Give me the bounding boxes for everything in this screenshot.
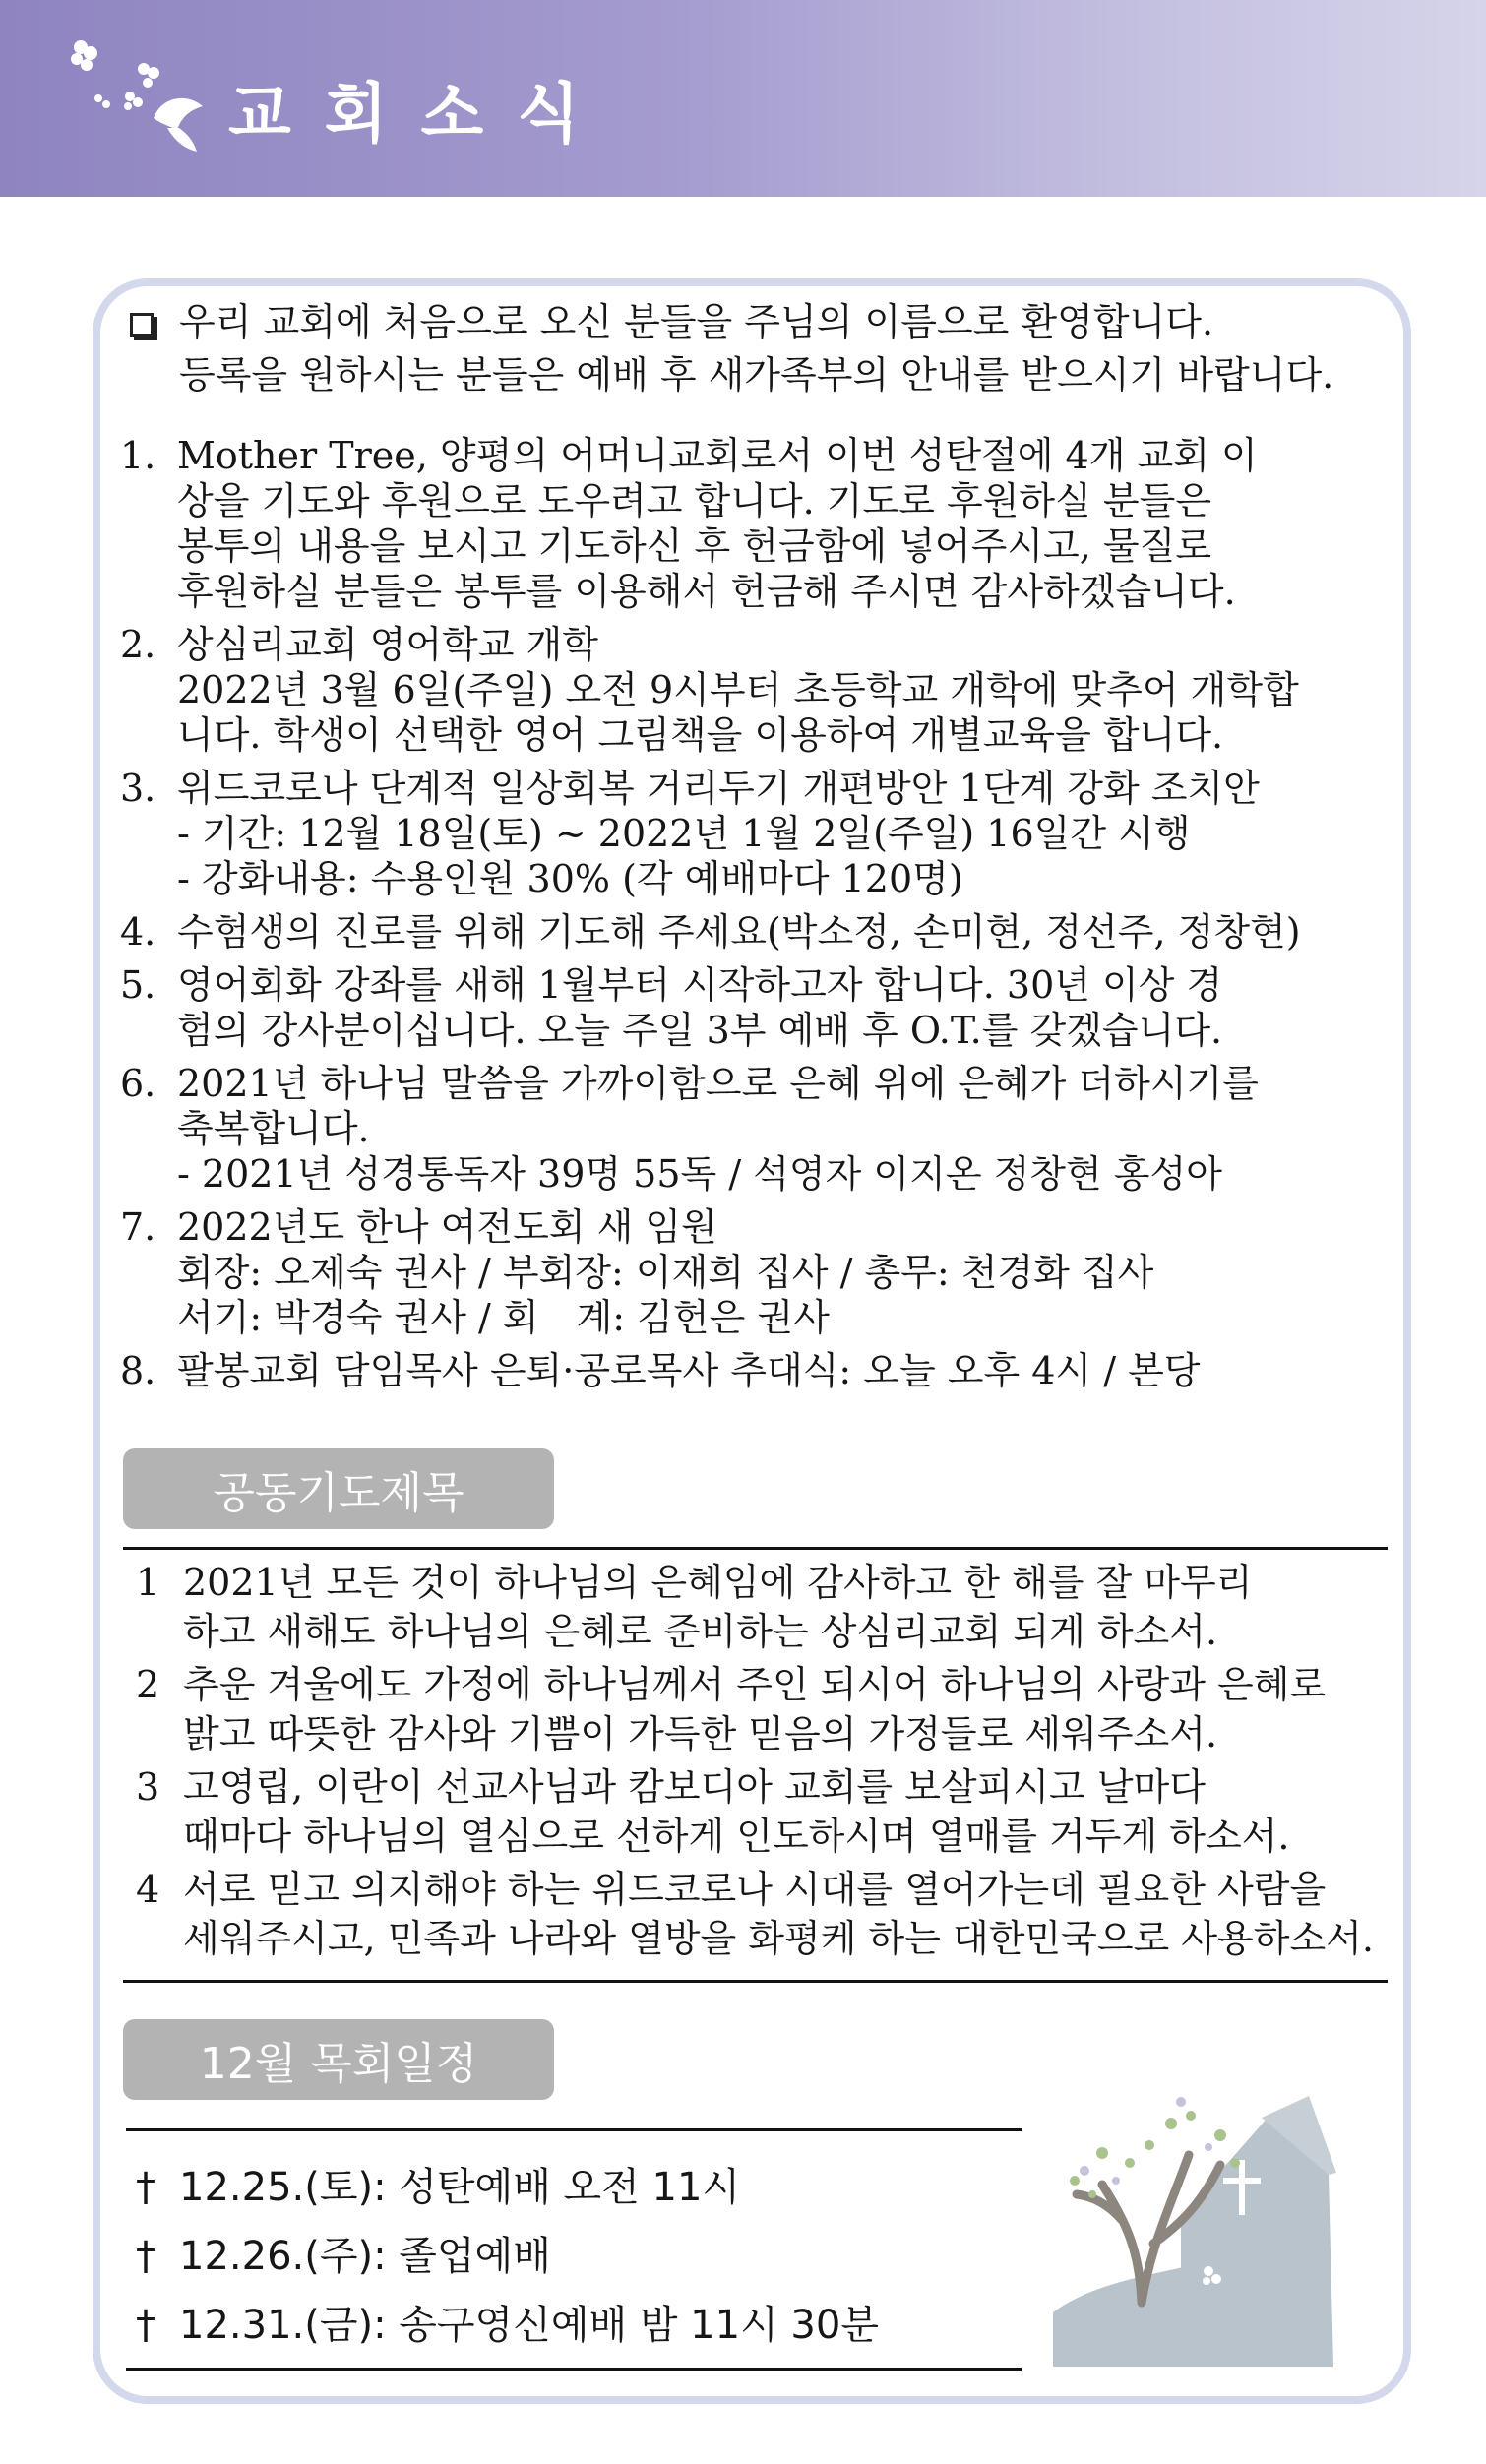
notice-line: 봉투의 내용을 보시고 기도하신 후 헌금함에 넣어주시고, 물질로 xyxy=(177,524,1212,568)
butterfly-flower-icon xyxy=(59,28,226,155)
prayer-line: 추운 겨울에도 가정에 하나님께서 주인 되시어 하나님의 사랑과 은혜로 xyxy=(183,1663,1327,1706)
notice-item xyxy=(120,1061,1399,1197)
notice-number: 3. xyxy=(120,767,156,810)
schedule-list xyxy=(136,2153,879,2360)
church-illustration xyxy=(1033,1988,1407,2401)
prayer-number: 4 xyxy=(136,1868,160,1911)
notice-line: 위드코로나 단계적 일상회복 거리두기 개편방안 1단계 강화 조치안 xyxy=(177,767,1260,810)
notice-line: - 기간: 12월 18일(토) ~ 2022년 1월 2일(주일) 16일간 시행 xyxy=(177,812,1191,855)
welcome-line: 등록을 원하시는 분들은 예배 후 새가족부의 안내를 받으시기 바랍니다. xyxy=(179,353,1334,397)
notice-list xyxy=(120,433,1399,1401)
prayer-number: 3 xyxy=(136,1765,160,1809)
schedule-item xyxy=(136,2222,879,2291)
notice-line: 니다. 학생이 선택한 영어 그림책을 이용하여 개별교육을 합니다. xyxy=(177,713,1224,757)
cross-icon: † xyxy=(136,2165,155,2210)
notice-line: 후원하실 분들은 봉투를 이용해서 헌금해 주시면 감사하겠습니다. xyxy=(177,570,1236,613)
prayer-line: 고영립, 이란이 선교사님과 캄보디아 교회를 보살피시고 날마다 xyxy=(183,1765,1206,1809)
welcome-message xyxy=(120,295,1419,401)
notice-number: 4. xyxy=(120,910,156,954)
checkbox-bullet-icon xyxy=(130,313,154,337)
divider xyxy=(126,2368,1022,2371)
notice-item xyxy=(120,433,1399,614)
prayer-line: 서로 믿고 의지해야 하는 위드코로나 시대를 열어가는데 필요한 사람을 xyxy=(183,1868,1327,1911)
notice-line: - 2021년 성경통독자 39명 55독 / 석영자 이지온 정창현 홍성아 xyxy=(177,1152,1222,1196)
notice-number: 5. xyxy=(120,963,156,1007)
notice-number: 8. xyxy=(120,1349,156,1392)
prayer-line: 하고 새해도 하나님의 은혜로 준비하는 상심리교회 되게 하소서. xyxy=(183,1610,1218,1653)
schedule-item xyxy=(136,2291,879,2360)
prayer-item xyxy=(136,1558,1391,1656)
schedule-text: 12.25.(토): 성탄예배 오전 11시 xyxy=(179,2165,741,2210)
notice-line: 상심리교회 영어학교 개학 xyxy=(177,623,598,666)
notice-line: - 강화내용: 수용인원 30% (각 예배마다 120명) xyxy=(177,857,963,900)
notice-line: 축복합니다. xyxy=(177,1107,370,1150)
divider xyxy=(123,1980,1388,1983)
prayer-line: 세워주시고, 민족과 나라와 열방을 화평케 하는 대한민국으로 사용하소서. xyxy=(183,1917,1374,1960)
notice-line: Mother Tree, 양평의 어머니교회로서 이번 성탄절에 4개 교회 이 xyxy=(177,434,1258,477)
notice-line: 팔봉교회 담임목사 은퇴·공로목사 추대식: 오늘 오후 4시 / 본당 xyxy=(177,1349,1201,1392)
notice-line: 영어회화 강좌를 새해 1월부터 시작하고자 합니다. 30년 이상 경 xyxy=(177,963,1223,1007)
prayer-line: 때마다 하나님의 열심으로 선하게 인도하시며 열매를 거두게 하소서. xyxy=(183,1815,1290,1858)
prayer-item xyxy=(136,1865,1391,1963)
divider xyxy=(123,1547,1388,1550)
prayer-line: 2021년 모든 것이 하나님의 은혜임에 감사하고 한 해를 잘 마무리 xyxy=(183,1561,1253,1604)
page-title: 교회소식 xyxy=(228,76,614,152)
divider xyxy=(126,2128,1022,2131)
prayer-item xyxy=(136,1660,1391,1758)
notice-line: 2021년 하나님 말씀을 가까이함으로 은혜 위에 은혜가 더하시기를 xyxy=(177,1062,1259,1105)
notice-number: 2. xyxy=(120,623,156,666)
notice-line: 상을 기도와 후원으로 도우려고 합니다. 기도로 후원하실 분들은 xyxy=(177,479,1212,523)
notice-item xyxy=(120,622,1399,758)
notice-item xyxy=(120,1204,1399,1340)
notice-item xyxy=(120,1348,1399,1393)
schedule-item xyxy=(136,2153,879,2222)
notice-number: 7. xyxy=(120,1205,156,1249)
prayer-list xyxy=(136,1558,1391,1967)
prayer-item xyxy=(136,1762,1391,1861)
cross-icon: † xyxy=(136,2303,155,2348)
notice-number: 6. xyxy=(120,1062,156,1105)
schedule-text: 12.26.(주): 졸업예배 xyxy=(179,2234,551,2279)
prayer-number: 2 xyxy=(136,1663,160,1706)
notice-line: 2022년 3월 6일(주일) 오전 9시부터 초등학교 개학에 맞추어 개학합 xyxy=(177,668,1299,711)
prayer-number: 1 xyxy=(136,1561,160,1604)
notice-line: 험의 강사분이십니다. 오늘 주일 3부 예배 후 O.T.를 갖겠습니다. xyxy=(177,1009,1223,1052)
notice-item xyxy=(120,962,1399,1053)
prayer-heading: 공동기도제목 xyxy=(123,1448,554,1529)
notice-number: 1. xyxy=(120,434,156,477)
header-banner xyxy=(0,0,1486,197)
prayer-line: 밝고 따뜻한 감사와 기쁨이 가득한 믿음의 가정들로 세워주소서. xyxy=(183,1712,1218,1756)
welcome-line: 우리 교회에 처음으로 오신 분들을 주님의 이름으로 환영합니다. xyxy=(179,300,1214,343)
notice-line: 수험생의 진로를 위해 기도해 주세요(박소정, 손미현, 정선주, 정창현) xyxy=(177,910,1301,954)
schedule-text: 12.31.(금): 송구영신예배 밤 11시 30분 xyxy=(179,2303,879,2348)
cross-icon: † xyxy=(136,2234,155,2279)
notice-item xyxy=(120,909,1399,955)
notice-line: 2022년도 한나 여전도회 새 임원 xyxy=(177,1205,717,1249)
notice-line: 회장: 오제숙 권사 / 부회장: 이재희 집사 / 총무: 천경화 집사 xyxy=(177,1251,1154,1294)
notice-item xyxy=(120,766,1399,901)
schedule-heading: 12월 목회일정 xyxy=(123,2019,554,2100)
notice-line: 서기: 박경숙 권사 / 회 계: 김헌은 권사 xyxy=(177,1296,830,1339)
